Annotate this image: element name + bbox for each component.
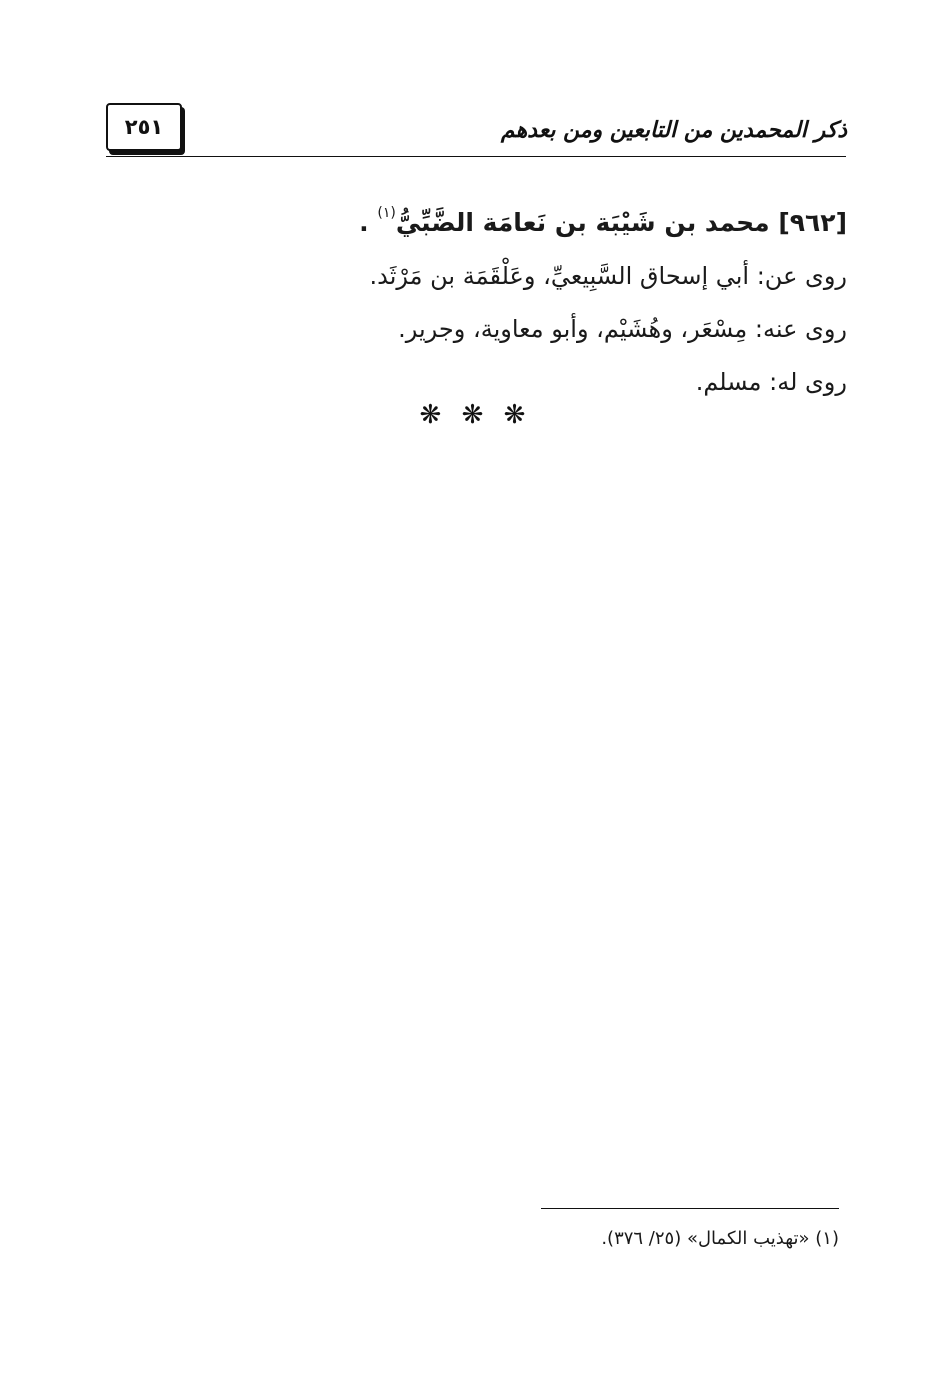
narrated-for-line: روى له: مسلم. xyxy=(695,368,847,396)
narrated-by-line: روى عنه: مِسْعَر، وهُشَيْم، وأبو معاوية، وجرير. xyxy=(398,315,847,343)
narrated-from-line: روى عن: أبي إسحاق السَّبِيعيِّ، وعَلْقَمَة بن مَرْثَد. xyxy=(369,262,847,290)
footnote-marker: (١) xyxy=(377,205,396,221)
entry-title-end: . xyxy=(359,208,369,237)
running-header-title: ذكر المحمدين من التابعين ومن بعدهم xyxy=(500,118,847,143)
page-number: ٢٥١ xyxy=(124,115,164,139)
page-number-box xyxy=(106,103,182,151)
footnote-1: (١) «تهذيب الكمال» (٢٥/ ٣٧٦). xyxy=(601,1228,839,1249)
entry-name: محمد بن شَيْبَة بن نَعامَة الضَّبِّيُّ xyxy=(395,208,770,237)
entry-body xyxy=(227,186,847,409)
entry-heading xyxy=(227,186,847,250)
entry-number: [٩٦٢] xyxy=(778,208,847,237)
header-rule xyxy=(106,156,846,157)
footnote-rule xyxy=(541,1208,839,1209)
section-separator: ❋ ❋ ❋ xyxy=(419,400,532,430)
